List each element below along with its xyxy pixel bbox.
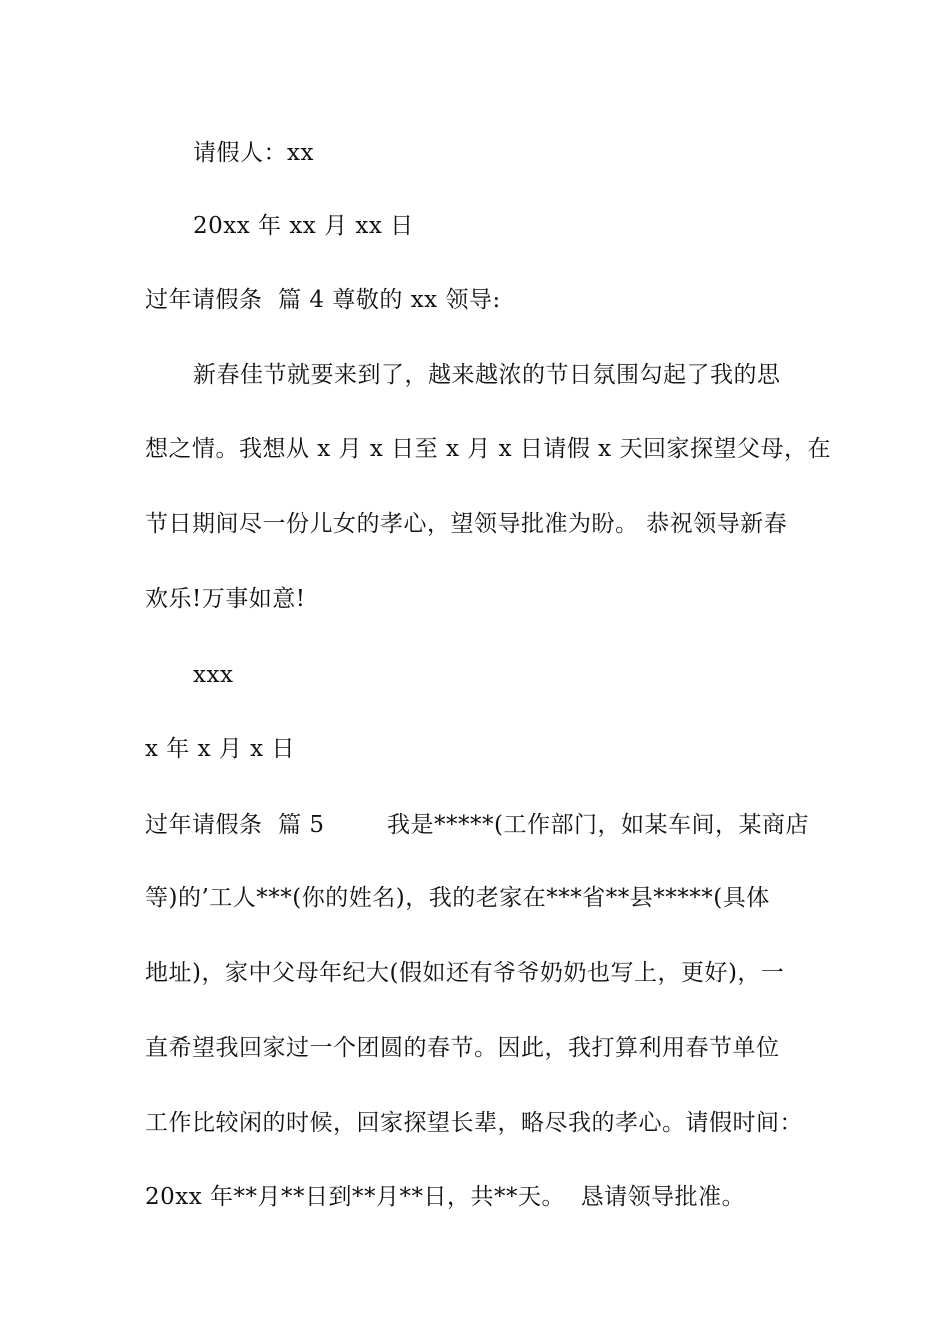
paragraph-line: 欢乐!万事如意! <box>145 586 306 612</box>
section-5-heading: 过年请假条 篇 5 我是*****(工作部门，如某车间，某商店 <box>145 812 810 838</box>
date-line: 20xx 年 xx 月 xx 日 <box>193 213 414 239</box>
signature-line: xxx <box>193 662 234 688</box>
paragraph-line: 节日期间尽一份儿女的孝心，望领导批准为盼。 恭祝领导新春 <box>145 511 788 537</box>
paragraph-line: 20xx 年**月**日到**月**日，共**天。 恳请领导批准。 <box>145 1184 746 1210</box>
paragraph-line: 工作比较闲的时候，回家探望长辈，略尽我的孝心。请假时间： <box>145 1110 803 1136</box>
signature-date-line: x 年 x 月 x 日 <box>145 736 295 762</box>
paragraph-line: 新春佳节就要来到了，越来越浓的节日氛围勾起了我的思 <box>193 362 781 388</box>
paragraph-line: 想之情。我想从 x 月 x 日至 x 月 x 日请假 x 天回家探望父母，在 <box>145 436 831 462</box>
paragraph-line: 等)的’工人***(你的姓名)，我的老家在***省**县*****(具体 <box>145 885 770 911</box>
paragraph-line: 地址)，家中父母年纪大(假如还有爷爷奶奶也写上，更好)，一 <box>145 960 785 986</box>
applicant-line: 请假人：xx <box>193 140 314 166</box>
section-4-heading: 过年请假条 篇 4 尊敬的 xx 领导: <box>145 287 501 313</box>
paragraph-line: 直希望我回家过一个团圆的春节。因此，我打算利用春节单位 <box>145 1035 780 1061</box>
